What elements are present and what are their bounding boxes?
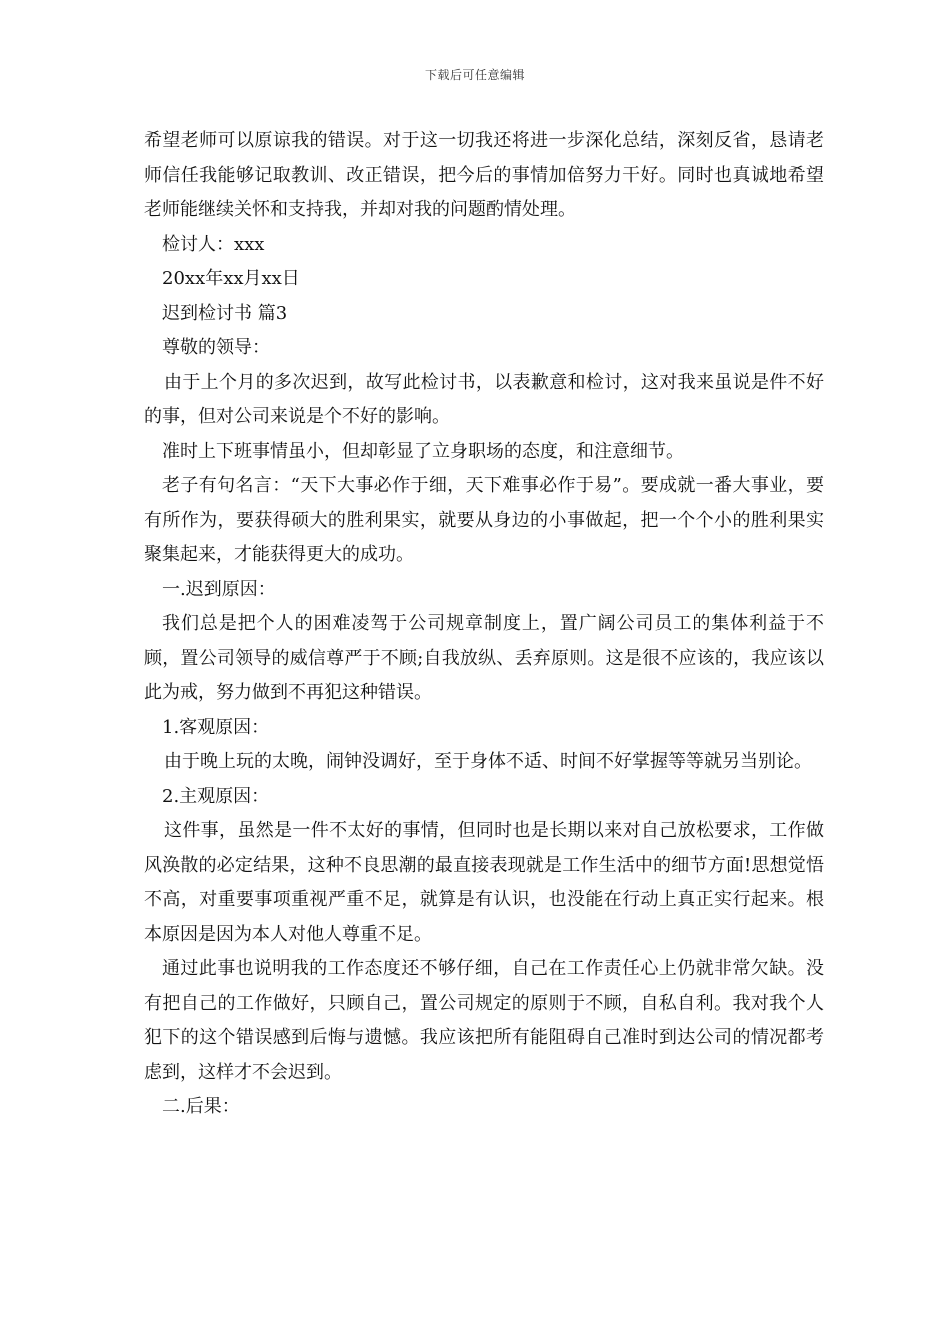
salutation: 尊敬的领导： [162,337,270,358]
paragraph-punctuality: 准时上下班事情虽小，但却彰显了立身职场的态度，和注意细节。 [162,440,684,462]
paragraph-reasons: 我们总是把个人的困难凌驾于公司规章制度上，置广阔公司员工的集体利益于不顾，置公司领导的威信尊严于不顾;自我放纵、丢弃原则。这是很不应该的，我应该以此为戒，努力做到不再犯这种错误。 [144,613,824,703]
page-header: 下载后可任意编辑 [424,68,525,82]
heading-reasons: 一.迟到原因： [162,578,276,600]
paragraph-apology-closing: 希望老师可以原谅我的错误。对于这一切我还将进一步深化总结，深刻反省，恳请老师信任我能够记取教训、改正错误，把今后的事情加倍努力干好。同时也真诚地希望老师能继续关怀和支持我，并却对我的问题酌情处理。 [144,130,824,220]
paragraph-reflection: 通过此事也说明我的工作态度还不够仔细，自己在工作责任心上仍就非常欠缺。没有把自己的工作做好，只顾自己，置公司规定的原则于不顾，自私自利。我对我个人犯下的这个错误感到后悔与遗憾。我应该把所有能阻碍自己准时到达公司的情况都考虑到，这样才不会迟到。 [144,958,824,1083]
paragraph-quote: 老子有句名言：“天下大事必作于细，天下难事必作于易”。要成就一番大事业，要有所作为，要获得硕大的胜利果实，就要从身边的小事做起，把一个个小的胜利果实聚集起来，才能获得更大的成功。 [144,475,824,565]
paragraph-subjective: 这件事，虽然是一件不太好的事情，但同时也是长期以来对自己放松要求，工作做风涣散的必定结果，这种不良思潮的最直接表现就是工作生活中的细节方面!思想觉悟不高，对重要事项重视严重不足，就算是有认识，也没能在行动上真正实行起来。根本原因是因为本人对他人尊重不足。 [144,820,824,945]
signature-line: 检讨人：xxx [162,233,265,255]
heading-consequences: 二.后果： [162,1096,240,1117]
date-line: 20xx年xx月xx日 [162,268,300,289]
heading-objective: 1.客观原因： [162,716,270,738]
heading-subjective: 2.主观原因： [162,785,270,807]
section-title: 迟到检讨书 篇3 [162,302,288,324]
paragraph-objective: 由于晚上玩的太晚，闹钟没调好，至于身体不适、时间不好掌握等等就另当别论。 [164,751,812,772]
paragraph-intro: 由于上个月的多次迟到，故写此检讨书，以表歉意和检讨，这对我来虽说是件不好的事，但对公司来说是个不好的影响。 [144,371,824,427]
document-body [144,124,824,1125]
